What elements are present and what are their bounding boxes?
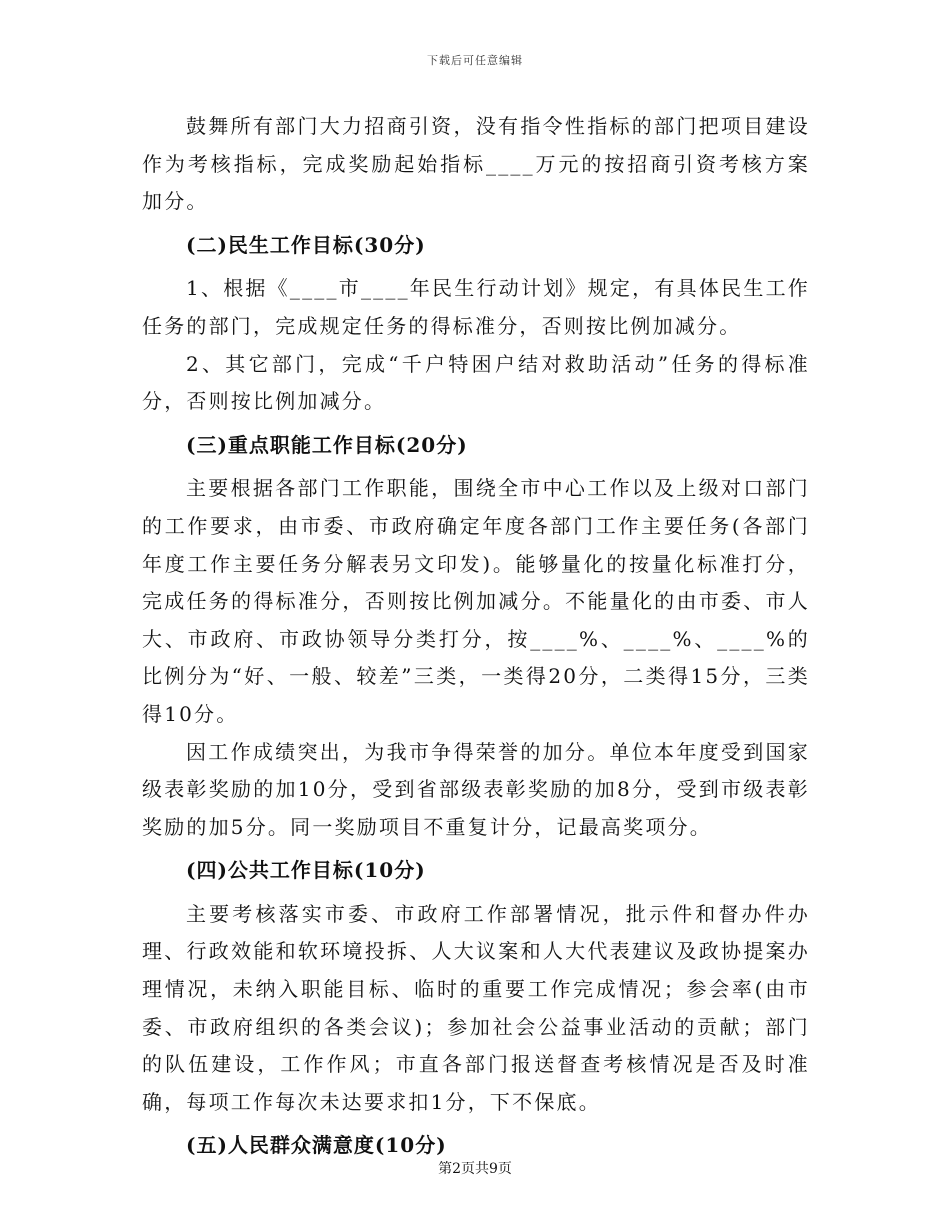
page-number: 第2页共9页 [438,1161,512,1177]
paragraph-key-functions: 主要根据各部门工作职能，围绕全市中心工作以及上级对口部门的工作要求，由市委、市政府确定年度各部门工作主要任务(各部门年度工作主要任务分解表另文印发)。能够量化的按量化标准打分，完成任务的得标准分，否则按比例加减分。不能量化的由市委、市人大、市政府、市政协领导分类打分，按____%、____%、____%的比例分为“好、一般、较差”三类，一类得20分，二类得15分，三类得10分。 [142,476,810,726]
heading-livelihood: (二)民生工作目标(30分) [186,232,426,257]
heading-key-functions: (三)重点职能工作目标(20分) [186,432,468,457]
heading-public-work: (四)公共工作目标(10分) [186,858,426,883]
paragraph-public-work: 主要考核落实市委、市政府工作部署情况，批示件和督办件办理、行政效能和软环境投拆、人大议案和人大代表建议及政协提案办理情况，未纳入职能目标、临时的重要工作完成情况；参会率(由市委、市政府组织的各类会议)；参加社会公益事业活动的贡献；部门的队伍建设，工作作风；市直各部门报送督查考核情况是否及时准确，每项工作每次未达要求扣1分，下不保底。 [142,901,810,1114]
document-body [142,108,810,1165]
paragraph-investment: 鼓舞所有部门大力招商引资，没有指令性指标的部门把项目建设作为考核指标，完成奖励起始指标____万元的按招商引资考核方案加分。 [142,114,810,214]
paragraph-livelihood-2: 2、其它部门，完成“千户特困户结对救助活动”任务的得标准分，否则按比例加减分。 [142,351,810,414]
paragraph-livelihood-1: 1、根据《____市____年民生行动计划》规定，有具体民生工作任务的部门，完成规定任务的得标准分，否则按比例加减分。 [142,276,810,338]
page-header: 下载后可任意编辑 [427,54,523,67]
paragraph-honors: 因工作成绩突出，为我市争得荣誉的加分。单位本年度受到国家级表彰奖励的加10分，受到省部级表彰奖励的加8分，受到市级表彰奖励的加5分。同一奖励项目不重复计分，记最高奖项分。 [142,739,810,839]
heading-satisfaction: (五)人民群众满意度(10分) [186,1133,447,1158]
